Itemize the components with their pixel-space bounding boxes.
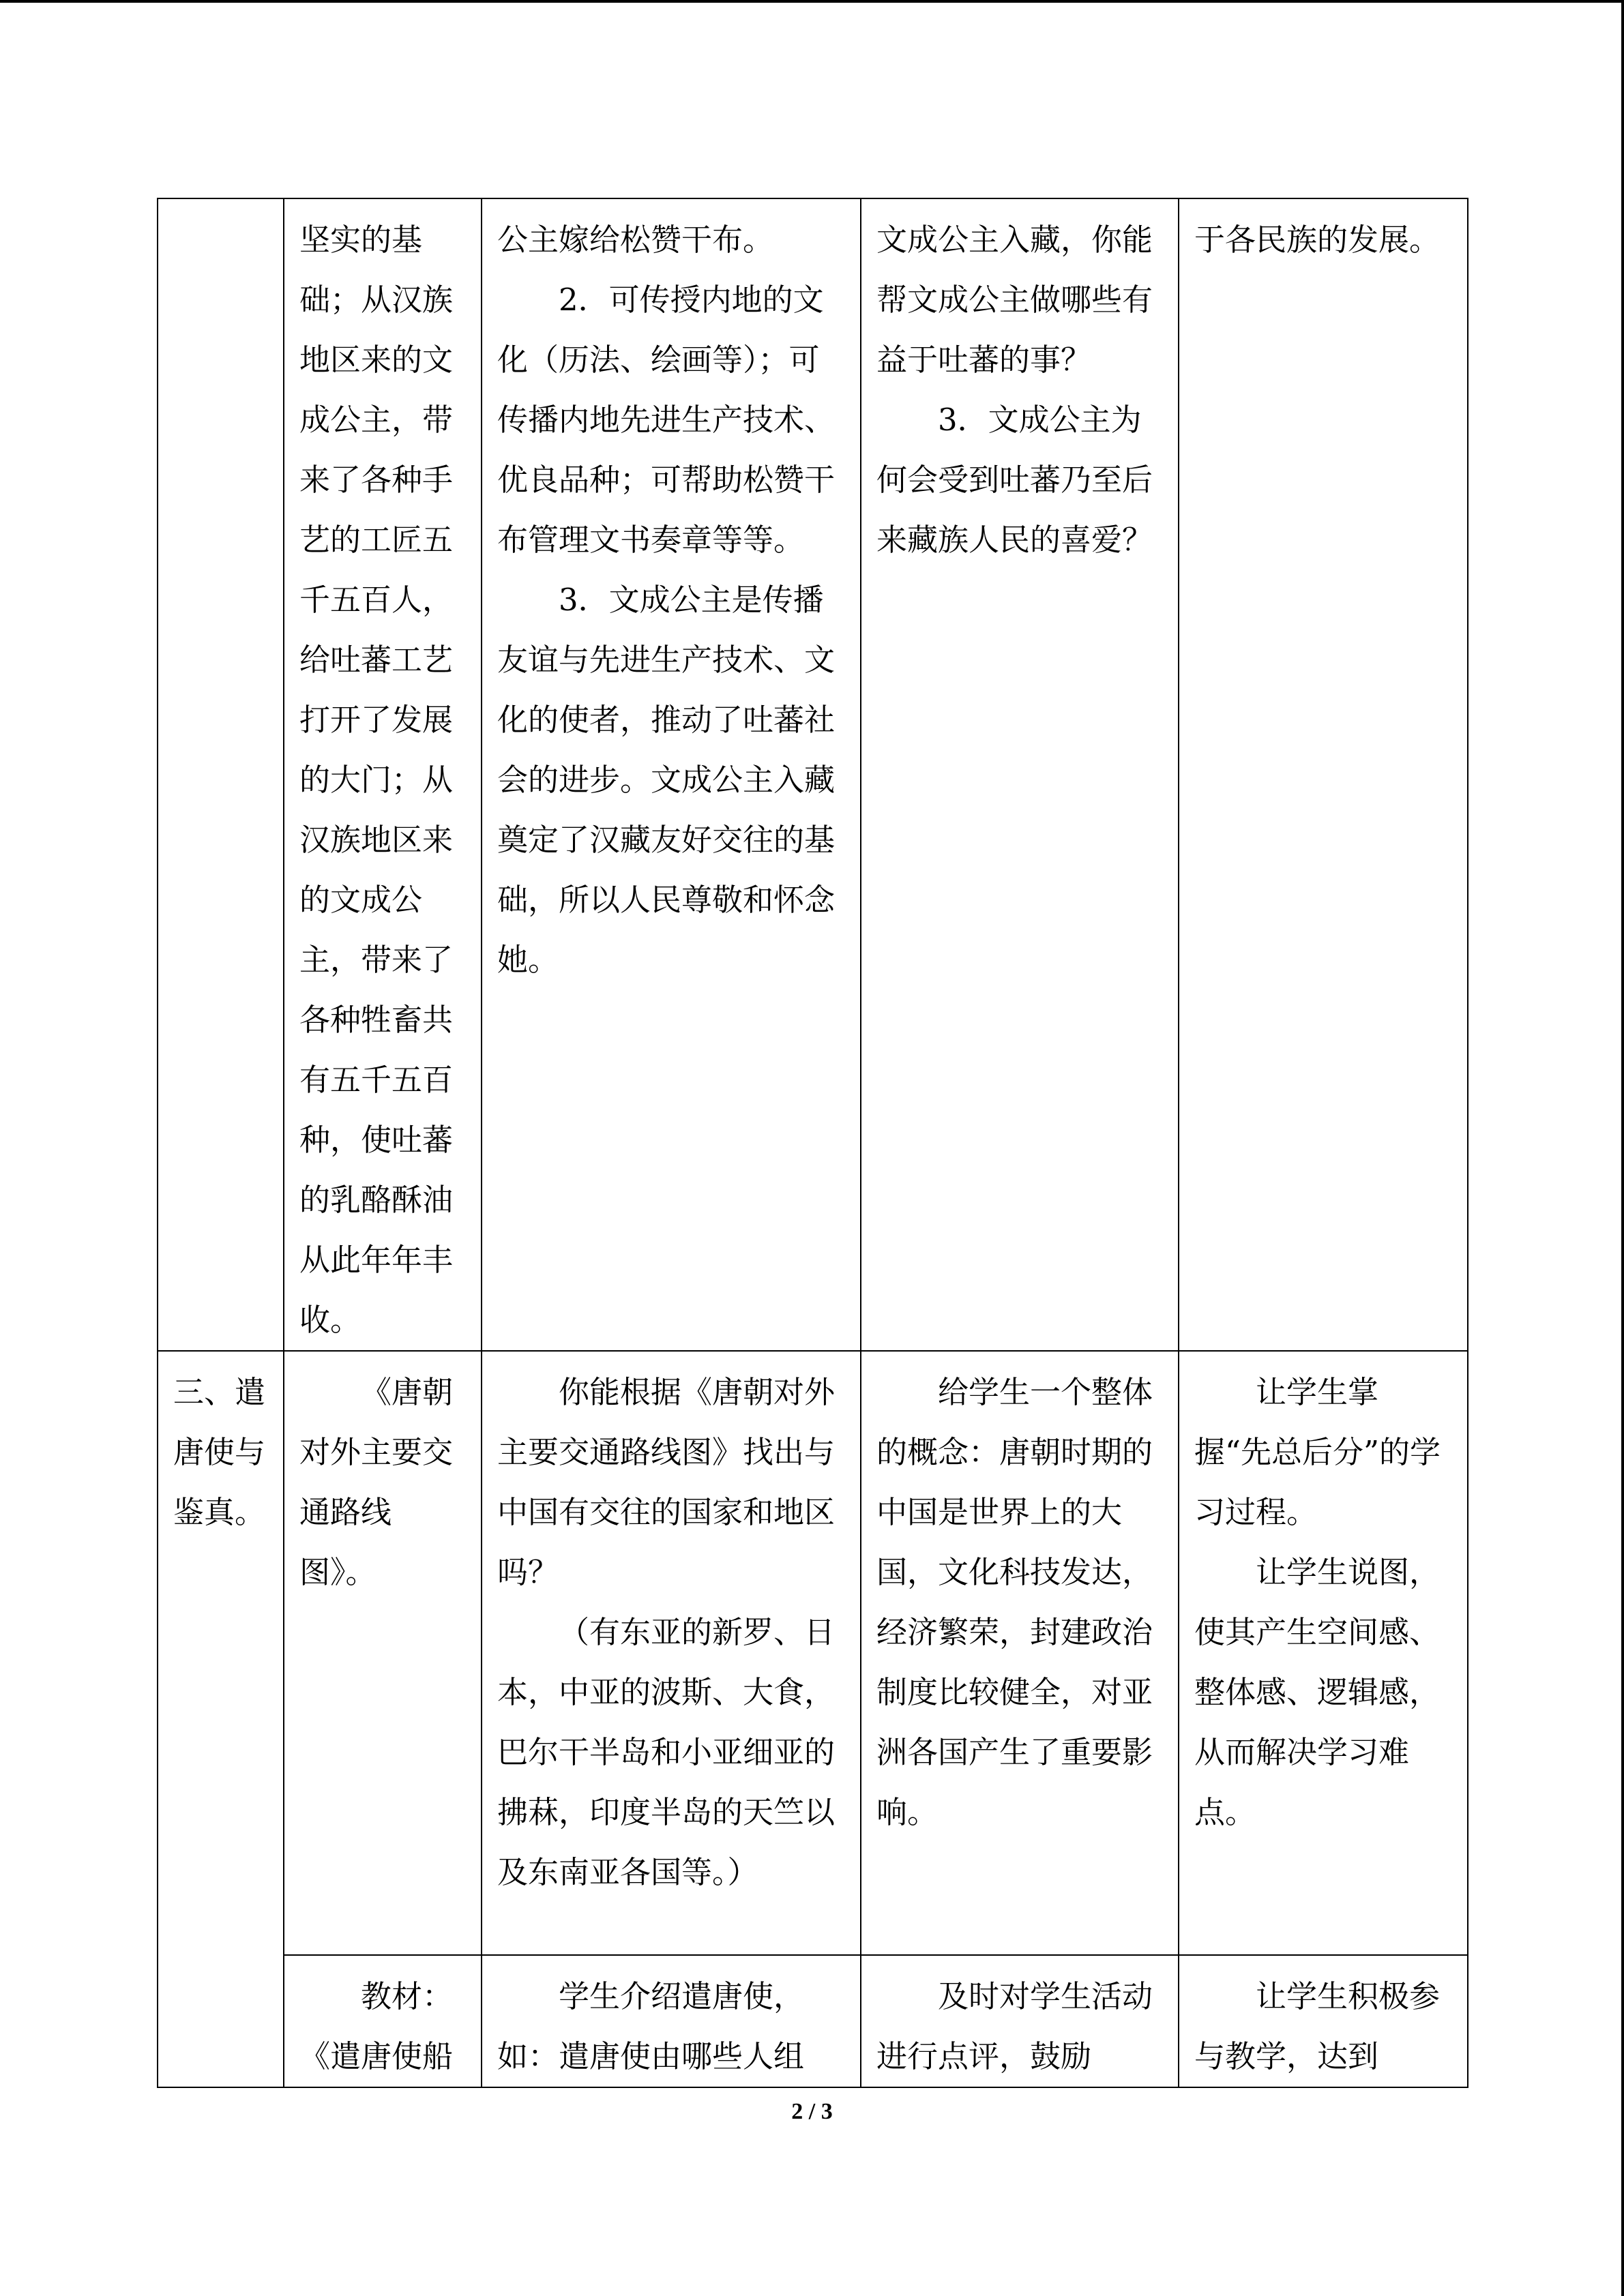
cell-paragraph: 让学生积极参与教学，达到	[1194, 1978, 1441, 2074]
table-row-1	[158, 198, 1468, 1351]
cell-paragraph: 3．文成公主为何会受到吐蕃乃至后来藏族人民的喜爱？	[876, 402, 1153, 558]
row3-design-intent-cell	[1179, 1955, 1468, 2087]
cell-paragraph: （有东亚的新罗、日本，中亚的波斯、大食，巴尔干半岛和小亚细亚的拂菻，印度半岛的天竺以及东南亚各国等。）	[497, 1614, 836, 1890]
table-row-2	[158, 1351, 1468, 1955]
cell-paragraph: 3．文成公主是传播友谊与先进生产技术、文化的使者，推动了吐蕃社会的进步。文成公主入藏奠定了汉藏友好交往的基础，所以人民尊敬和怀念她。	[497, 582, 836, 978]
cell-paragraph: 坚实的基础；从汉族地区来的文成公主，带来了各种手艺的工匠五千五百人，给吐蕃工艺打开了发展的大门；从汉族地区来的文成公主，带来了各种牲畜共有五千五百种，使吐蕃的乳酪酥油从此年年丰收。	[299, 222, 454, 1338]
row1-teacher-activity-cell	[861, 198, 1179, 1351]
page-right-border	[1621, 0, 1624, 2296]
cell-paragraph: 你能根据《唐朝对外主要交通路线图》找出与中国有交往的国家和地区吗？	[497, 1374, 836, 1590]
cell-paragraph: 让学生掌握“先总后分”的学习过程。	[1194, 1374, 1441, 1530]
row3-student-activity-cell	[482, 1955, 861, 2087]
row2-student-activity-cell	[482, 1351, 861, 1955]
cell-paragraph: 三、遣唐使与鉴真。	[173, 1374, 266, 1530]
row1-stage-cell	[158, 198, 284, 1351]
cell-paragraph: 《唐朝对外主要交通路线图》。	[299, 1374, 454, 1590]
page-number: 2 / 3	[791, 2099, 833, 2124]
table-row-3	[158, 1955, 1468, 2087]
cell-paragraph: 给学生一个整体的概念：唐朝时期的中国是世界上的大国，文化科技发达，经济繁荣，封建政治制度比较健全，对亚洲各国产生了重要影响。	[876, 1374, 1153, 1830]
cell-paragraph: 及时对学生活动进行点评，鼓励	[876, 1978, 1153, 2074]
row3-material-cell	[284, 1955, 482, 2087]
lesson-plan-table	[157, 198, 1468, 2088]
row2-stage-cell	[158, 1351, 284, 2087]
row2-design-intent-cell	[1179, 1351, 1468, 1955]
page-top-border	[0, 0, 1624, 3]
row1-material-cell	[284, 198, 482, 1351]
row1-student-activity-cell	[482, 198, 861, 1351]
cell-paragraph: 让学生说图，使其产生空间感、整体感、逻辑感，从而解决学习难点。	[1194, 1554, 1441, 1830]
cell-paragraph: 教材：《遣唐使船	[299, 1978, 454, 2074]
cell-paragraph: 2．可传授内地的文化（历法、绘画等）；可传播内地先进生产技术、优良品种；可帮助松赞干布管理文书奏章等等。	[497, 282, 836, 558]
cell-paragraph: 公主嫁给松赞干布。	[497, 222, 774, 258]
cell-paragraph: 学生介绍遣唐使，如：遣唐使由哪些人组	[497, 1978, 805, 2074]
row1-design-intent-cell	[1179, 198, 1468, 1351]
row3-teacher-activity-cell	[861, 1955, 1179, 2087]
row2-material-cell	[284, 1351, 482, 1955]
cell-paragraph: 于各民族的发展。	[1194, 222, 1441, 258]
row2-teacher-activity-cell	[861, 1351, 1179, 1955]
cell-paragraph: 文成公主入藏，你能帮文成公主做哪些有益于吐蕃的事？	[876, 222, 1153, 378]
